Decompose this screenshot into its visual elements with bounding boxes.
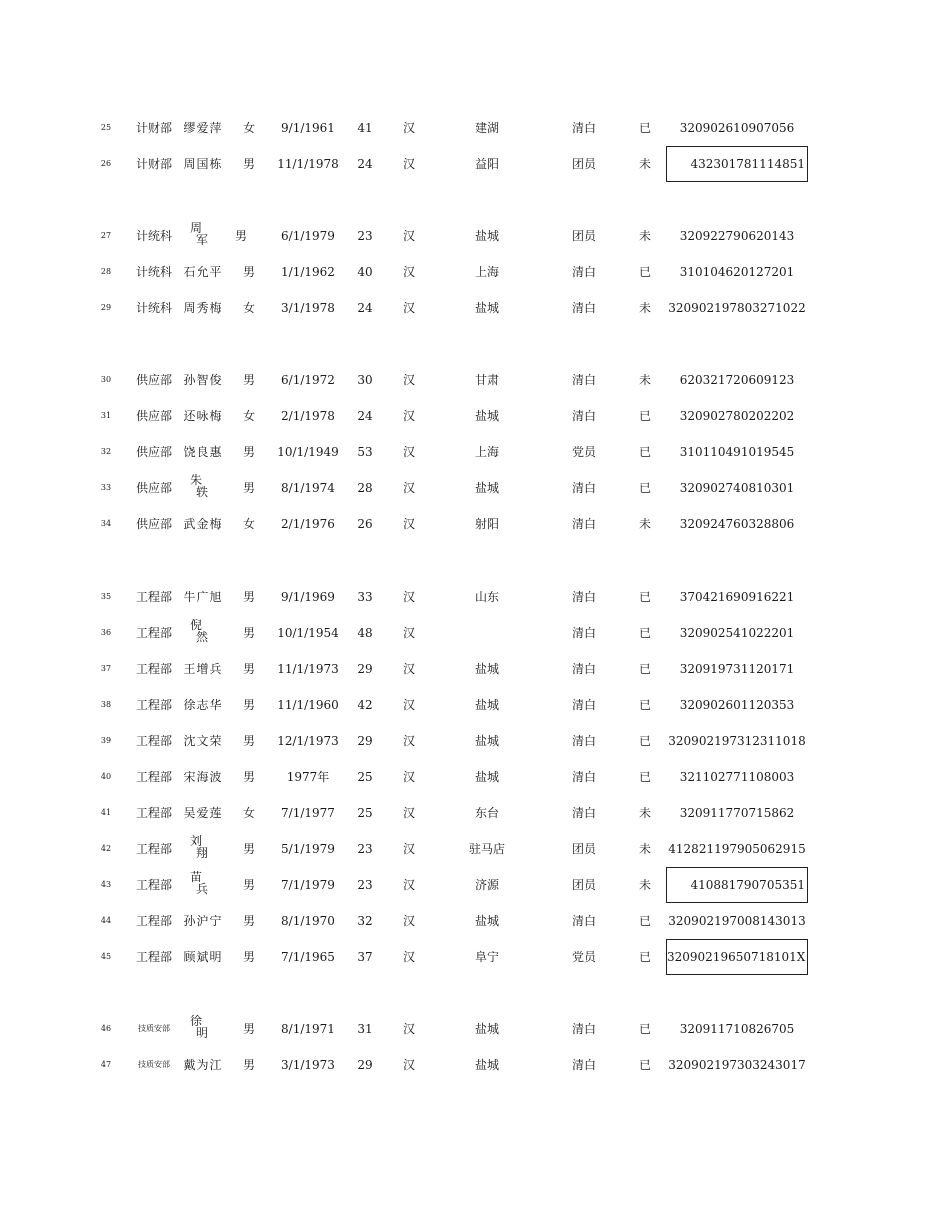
- age-cell: 30: [357, 373, 373, 387]
- department-cell: 计统科: [135, 301, 172, 315]
- row-number: 33: [100, 483, 112, 492]
- name-line-2: 明: [196, 1026, 210, 1040]
- id-number-cell: 320902197803271022: [668, 301, 806, 315]
- native-place-cell: 建湖: [474, 121, 499, 135]
- id-number-cell: 412821197905062915: [668, 842, 806, 856]
- row-number: 40: [100, 772, 112, 781]
- name-cell: 缪爱萍: [183, 121, 223, 135]
- ethnicity-cell: 汉: [402, 229, 415, 243]
- native-place-cell: 益阳: [474, 157, 499, 171]
- name-cell: 还咏梅: [183, 409, 223, 423]
- ethnicity-cell: 汉: [402, 626, 415, 640]
- name-line-1: 苗: [190, 870, 204, 884]
- department-cell: 供应部: [135, 445, 172, 459]
- table-row: [0, 723, 950, 759]
- native-place-cell: 盐城: [474, 734, 499, 748]
- name-cell: 饶良惠: [183, 445, 223, 459]
- row-number: 31: [100, 411, 112, 420]
- age-cell: 28: [357, 481, 373, 495]
- name-cell: [180, 1011, 226, 1047]
- political-status-cell: 清白: [571, 373, 596, 387]
- name-cell: [180, 218, 226, 254]
- table-row: [0, 795, 950, 831]
- native-place-cell: 盐城: [474, 1058, 499, 1072]
- native-place-cell: 盐城: [474, 698, 499, 712]
- marital-status-cell: 已: [638, 1058, 651, 1072]
- sex-cell: 女: [242, 409, 255, 423]
- department-cell: 工程部: [135, 698, 172, 712]
- political-status-cell: 清白: [571, 806, 596, 820]
- political-status-cell: 清白: [571, 770, 596, 784]
- native-place-cell: 上海: [474, 445, 499, 459]
- ethnicity-cell: 汉: [402, 950, 415, 964]
- id-number-cell: 320902740810301: [679, 481, 795, 495]
- sex-cell: 男: [242, 445, 255, 459]
- sex-cell: 男: [242, 842, 255, 856]
- row-number: 36: [100, 628, 112, 637]
- ethnicity-cell: 汉: [402, 301, 415, 315]
- id-number-cell: 620321720609123: [679, 373, 795, 387]
- table-row: [0, 146, 950, 182]
- department-cell: 技质安部: [138, 1060, 170, 1069]
- birth-date-cell: 12/1/1973: [277, 734, 339, 748]
- table-row: [0, 290, 950, 326]
- birth-date-cell: 11/1/1978: [277, 157, 339, 171]
- department-cell: 供应部: [135, 373, 172, 387]
- department-cell: 计统科: [135, 265, 172, 279]
- political-status-cell: 清白: [571, 265, 596, 279]
- marital-status-cell: 已: [638, 770, 651, 784]
- native-place-cell: 盐城: [474, 662, 499, 676]
- marital-status-cell: 已: [638, 409, 651, 423]
- name-cell: [180, 615, 226, 651]
- name-line-1: 倪: [190, 618, 204, 632]
- department-cell: 工程部: [135, 662, 172, 676]
- native-place-cell: [446, 615, 528, 651]
- name-cell: [180, 867, 226, 903]
- name-cell: 孙沪宁: [183, 914, 223, 928]
- age-cell: 42: [357, 698, 373, 712]
- native-place-cell: 济源: [474, 878, 499, 892]
- age-cell: 25: [357, 770, 373, 784]
- name-cell: 孙智俊: [183, 373, 223, 387]
- age-cell: 40: [357, 265, 373, 279]
- row-number: 34: [100, 519, 112, 528]
- age-cell: 25: [357, 806, 373, 820]
- table-row: [0, 1047, 950, 1083]
- birth-date-cell: 1/1/1962: [281, 265, 335, 279]
- table-row: [0, 362, 950, 398]
- row-number: 27: [100, 231, 112, 240]
- name-cell: 沈文荣: [183, 734, 223, 748]
- political-status-cell: 团员: [571, 842, 596, 856]
- sex-cell: 男: [242, 914, 255, 928]
- native-place-cell: 射阳: [474, 517, 499, 531]
- department-cell: 供应部: [135, 517, 172, 531]
- name-line-1: 刘: [190, 834, 204, 848]
- native-place-cell: 盐城: [474, 481, 499, 495]
- name-cell: 王增兵: [183, 662, 223, 676]
- table-row: [0, 651, 950, 687]
- ethnicity-cell: 汉: [402, 1022, 415, 1036]
- native-place-cell: 驻马店: [468, 842, 505, 856]
- name-cell: 周国栋: [183, 157, 223, 171]
- ethnicity-cell: 汉: [402, 445, 415, 459]
- table-row: [0, 218, 950, 254]
- table-row: [0, 687, 950, 723]
- political-status-cell: 团员: [571, 878, 596, 892]
- name-line-2: 兵: [196, 882, 210, 896]
- marital-status-cell: 已: [638, 445, 651, 459]
- row-number: 44: [100, 916, 112, 925]
- department-cell: 供应部: [135, 481, 172, 495]
- table-row: [0, 831, 950, 867]
- table-row: [0, 867, 950, 903]
- age-cell: 23: [357, 229, 373, 243]
- department-cell: 计统科: [135, 229, 172, 243]
- marital-status-cell: 已: [638, 590, 651, 604]
- sex-cell: 男: [242, 770, 255, 784]
- native-place-cell: 甘肃: [474, 373, 499, 387]
- ethnicity-cell: 汉: [402, 698, 415, 712]
- row-number: 26: [100, 159, 112, 168]
- birth-date-cell: 10/1/1954: [277, 626, 339, 640]
- ethnicity-cell: 汉: [402, 590, 415, 604]
- ethnicity-cell: 汉: [402, 157, 415, 171]
- table-row: [0, 1011, 950, 1047]
- marital-status-cell: 未: [638, 517, 651, 531]
- ethnicity-cell: 汉: [402, 842, 415, 856]
- name-line-1: 周: [190, 221, 204, 235]
- marital-status-cell: 已: [638, 662, 651, 676]
- id-number-cell: 310104620127201: [679, 265, 795, 279]
- table-row: [0, 470, 950, 506]
- table-row: [0, 254, 950, 290]
- id-number-cell: 320924760328806: [679, 517, 795, 531]
- sex-cell: 男: [242, 662, 255, 676]
- name-line-2: 然: [196, 630, 210, 644]
- name-cell: 戴为江: [183, 1058, 223, 1072]
- age-cell: 26: [357, 517, 373, 531]
- name-cell: [180, 470, 226, 506]
- political-status-cell: 团员: [571, 229, 596, 243]
- row-number: 25: [100, 123, 112, 132]
- name-cell: 宋海波: [183, 770, 223, 784]
- political-status-cell: 党员: [571, 950, 596, 964]
- row-number: 46: [100, 1024, 112, 1033]
- department-cell: 工程部: [135, 806, 172, 820]
- row-number: 43: [100, 880, 112, 889]
- sex-cell: 男: [242, 1058, 255, 1072]
- sex-cell: 男: [242, 626, 255, 640]
- row-number: 39: [100, 736, 112, 745]
- name-cell: 牛广旭: [183, 590, 223, 604]
- id-number-cell: 410881790705351: [666, 867, 808, 903]
- political-status-cell: 党员: [571, 445, 596, 459]
- sex-cell: 男: [242, 734, 255, 748]
- name-cell: 吴爱莲: [183, 806, 223, 820]
- political-status-cell: 清白: [571, 1058, 596, 1072]
- birth-date-cell: 3/1/1973: [281, 1058, 335, 1072]
- id-number-cell: 320902541022201: [679, 626, 795, 640]
- name-cell: 徐志华: [183, 698, 223, 712]
- name-cell: 武金梅: [183, 517, 223, 531]
- political-status-cell: 清白: [571, 698, 596, 712]
- table-row: [0, 615, 950, 651]
- department-cell: 工程部: [135, 734, 172, 748]
- department-cell: 工程部: [135, 626, 172, 640]
- sex-cell: 男: [242, 590, 255, 604]
- birth-date-cell: 1977年: [286, 770, 330, 784]
- birth-date-cell: 7/1/1977: [281, 806, 335, 820]
- age-cell: 29: [357, 734, 373, 748]
- department-cell: 工程部: [135, 878, 172, 892]
- native-place-cell: 上海: [474, 265, 499, 279]
- birth-date-cell: 11/1/1973: [277, 662, 339, 676]
- department-cell: 工程部: [135, 770, 172, 784]
- sex-cell: 女: [242, 121, 255, 135]
- birth-date-cell: 2/1/1976: [281, 517, 335, 531]
- department-cell: 工程部: [135, 950, 172, 964]
- birth-date-cell: 11/1/1960: [277, 698, 339, 712]
- department-cell: 供应部: [135, 409, 172, 423]
- birth-date-cell: 9/1/1961: [281, 121, 335, 135]
- table-row: [0, 759, 950, 795]
- id-number-cell: 320911710826705: [679, 1022, 795, 1036]
- department-cell: 计财部: [135, 157, 172, 171]
- ethnicity-cell: 汉: [402, 878, 415, 892]
- marital-status-cell: 未: [638, 878, 651, 892]
- table-row: [0, 939, 950, 975]
- marital-status-cell: 已: [638, 734, 651, 748]
- id-number-cell: 321102771108003: [679, 770, 795, 784]
- table-row: [0, 434, 950, 470]
- birth-date-cell: 3/1/1978: [281, 301, 335, 315]
- marital-status-cell: 已: [638, 1022, 651, 1036]
- political-status-cell: 团员: [571, 157, 596, 171]
- ethnicity-cell: 汉: [402, 373, 415, 387]
- marital-status-cell: 已: [638, 121, 651, 135]
- sex-cell: 女: [242, 517, 255, 531]
- row-number: 35: [100, 592, 112, 601]
- row-number: 28: [100, 267, 112, 276]
- ethnicity-cell: 汉: [402, 121, 415, 135]
- age-cell: 23: [357, 878, 373, 892]
- birth-date-cell: 8/1/1974: [281, 481, 335, 495]
- table-row: [0, 579, 950, 615]
- marital-status-cell: 已: [638, 626, 651, 640]
- name-line-2: 轶: [196, 485, 210, 499]
- id-number-cell: 32090219650718101X: [666, 939, 808, 975]
- row-number: 32: [100, 447, 112, 456]
- id-number-cell: 310110491019545: [679, 445, 795, 459]
- ethnicity-cell: 汉: [402, 481, 415, 495]
- sex-cell: 男: [234, 229, 247, 243]
- row-number: 37: [100, 664, 112, 673]
- id-number-cell: 320902610907056: [679, 121, 795, 135]
- ethnicity-cell: 汉: [402, 517, 415, 531]
- ethnicity-cell: 汉: [402, 770, 415, 784]
- marital-status-cell: 未: [638, 373, 651, 387]
- political-status-cell: 清白: [571, 1022, 596, 1036]
- ethnicity-cell: 汉: [402, 1058, 415, 1072]
- age-cell: 24: [357, 301, 373, 315]
- id-number-cell: 320902601120353: [679, 698, 795, 712]
- table-row: [0, 506, 950, 542]
- ethnicity-cell: 汉: [402, 662, 415, 676]
- political-status-cell: 清白: [571, 734, 596, 748]
- department-cell: 工程部: [135, 590, 172, 604]
- age-cell: 33: [357, 590, 373, 604]
- marital-status-cell: 未: [638, 301, 651, 315]
- native-place-cell: 盐城: [474, 1022, 499, 1036]
- birth-date-cell: 7/1/1965: [281, 950, 335, 964]
- id-number-cell: 320922790620143: [679, 229, 795, 243]
- department-cell: 工程部: [135, 842, 172, 856]
- native-place-cell: 盐城: [474, 770, 499, 784]
- table-row: [0, 110, 950, 146]
- name-line-1: 朱: [190, 473, 204, 487]
- marital-status-cell: 未: [638, 806, 651, 820]
- id-number-cell: 370421690916221: [679, 590, 795, 604]
- age-cell: 29: [357, 662, 373, 676]
- name-cell: 石允平: [183, 265, 223, 279]
- birth-date-cell: 6/1/1979: [281, 229, 335, 243]
- political-status-cell: 清白: [571, 662, 596, 676]
- native-place-cell: 阜宁: [474, 950, 499, 964]
- political-status-cell: 清白: [571, 914, 596, 928]
- name-line-2: 军: [196, 233, 210, 247]
- marital-status-cell: 已: [638, 914, 651, 928]
- age-cell: 41: [357, 121, 373, 135]
- native-place-cell: 盐城: [474, 229, 499, 243]
- row-number: 45: [100, 952, 112, 961]
- age-cell: 24: [357, 409, 373, 423]
- name-cell: [180, 831, 226, 867]
- sex-cell: 男: [242, 373, 255, 387]
- birth-date-cell: 8/1/1970: [281, 914, 335, 928]
- name-cell: 周秀梅: [183, 301, 223, 315]
- birth-date-cell: 7/1/1979: [281, 878, 335, 892]
- id-number-cell: 320902197303243017: [668, 1058, 806, 1072]
- id-number-cell: 320911770715862: [679, 806, 795, 820]
- id-number-cell: 320902780202202: [679, 409, 795, 423]
- political-status-cell: 清白: [571, 301, 596, 315]
- age-cell: 23: [357, 842, 373, 856]
- row-number: 47: [100, 1060, 112, 1069]
- marital-status-cell: 已: [638, 481, 651, 495]
- department-cell: 技质安部: [138, 1024, 170, 1033]
- sex-cell: 男: [242, 481, 255, 495]
- native-place-cell: 盐城: [474, 914, 499, 928]
- row-number: 41: [100, 808, 112, 817]
- row-number: 42: [100, 844, 112, 853]
- id-number-cell: 320919731120171: [679, 662, 795, 676]
- marital-status-cell: 已: [638, 698, 651, 712]
- ethnicity-cell: 汉: [402, 734, 415, 748]
- marital-status-cell: 未: [638, 229, 651, 243]
- age-cell: 32: [357, 914, 373, 928]
- birth-date-cell: 6/1/1972: [281, 373, 335, 387]
- political-status-cell: 清白: [571, 481, 596, 495]
- marital-status-cell: 已: [638, 265, 651, 279]
- id-number-cell: 320902197008143013: [668, 914, 806, 928]
- name-line-2: 翔: [196, 846, 210, 860]
- birth-date-cell: 5/1/1979: [281, 842, 335, 856]
- native-place-cell: 东台: [474, 806, 499, 820]
- birth-date-cell: 2/1/1978: [281, 409, 335, 423]
- native-place-cell: 盐城: [474, 301, 499, 315]
- row-number: 30: [100, 375, 112, 384]
- age-cell: 37: [357, 950, 373, 964]
- birth-date-cell: 8/1/1971: [281, 1022, 335, 1036]
- marital-status-cell: 未: [638, 842, 651, 856]
- table-row: [0, 398, 950, 434]
- political-status-cell: 清白: [571, 121, 596, 135]
- political-status-cell: 清白: [571, 626, 596, 640]
- political-status-cell: 清白: [571, 409, 596, 423]
- id-number-cell: 432301781114851: [666, 146, 808, 182]
- sex-cell: 男: [242, 878, 255, 892]
- name-line-1: 徐: [190, 1014, 204, 1028]
- marital-status-cell: 已: [638, 950, 651, 964]
- birth-date-cell: 10/1/1949: [277, 445, 339, 459]
- department-cell: 计财部: [135, 121, 172, 135]
- native-place-cell: 山东: [474, 590, 499, 604]
- sex-cell: 男: [242, 157, 255, 171]
- age-cell: 29: [357, 1058, 373, 1072]
- age-cell: 31: [357, 1022, 373, 1036]
- age-cell: 48: [357, 626, 373, 640]
- department-cell: 工程部: [135, 914, 172, 928]
- native-place-cell: 盐城: [474, 409, 499, 423]
- ethnicity-cell: 汉: [402, 914, 415, 928]
- marital-status-cell: 未: [638, 157, 651, 171]
- name-cell: 顾斌明: [183, 950, 223, 964]
- id-number-cell: 320902197312311018: [668, 734, 806, 748]
- row-number: 29: [100, 303, 112, 312]
- age-cell: 24: [357, 157, 373, 171]
- sex-cell: 男: [242, 1022, 255, 1036]
- sex-cell: 男: [242, 265, 255, 279]
- ethnicity-cell: 汉: [402, 409, 415, 423]
- sex-cell: 男: [242, 950, 255, 964]
- birth-date-cell: 9/1/1969: [281, 590, 335, 604]
- sex-cell: 女: [242, 301, 255, 315]
- ethnicity-cell: 汉: [402, 265, 415, 279]
- row-number: 38: [100, 700, 112, 709]
- political-status-cell: 清白: [571, 590, 596, 604]
- ethnicity-cell: 汉: [402, 806, 415, 820]
- age-cell: 53: [357, 445, 373, 459]
- sex-cell: 男: [242, 698, 255, 712]
- political-status-cell: 清白: [571, 517, 596, 531]
- sex-cell: 女: [242, 806, 255, 820]
- table-row: [0, 903, 950, 939]
